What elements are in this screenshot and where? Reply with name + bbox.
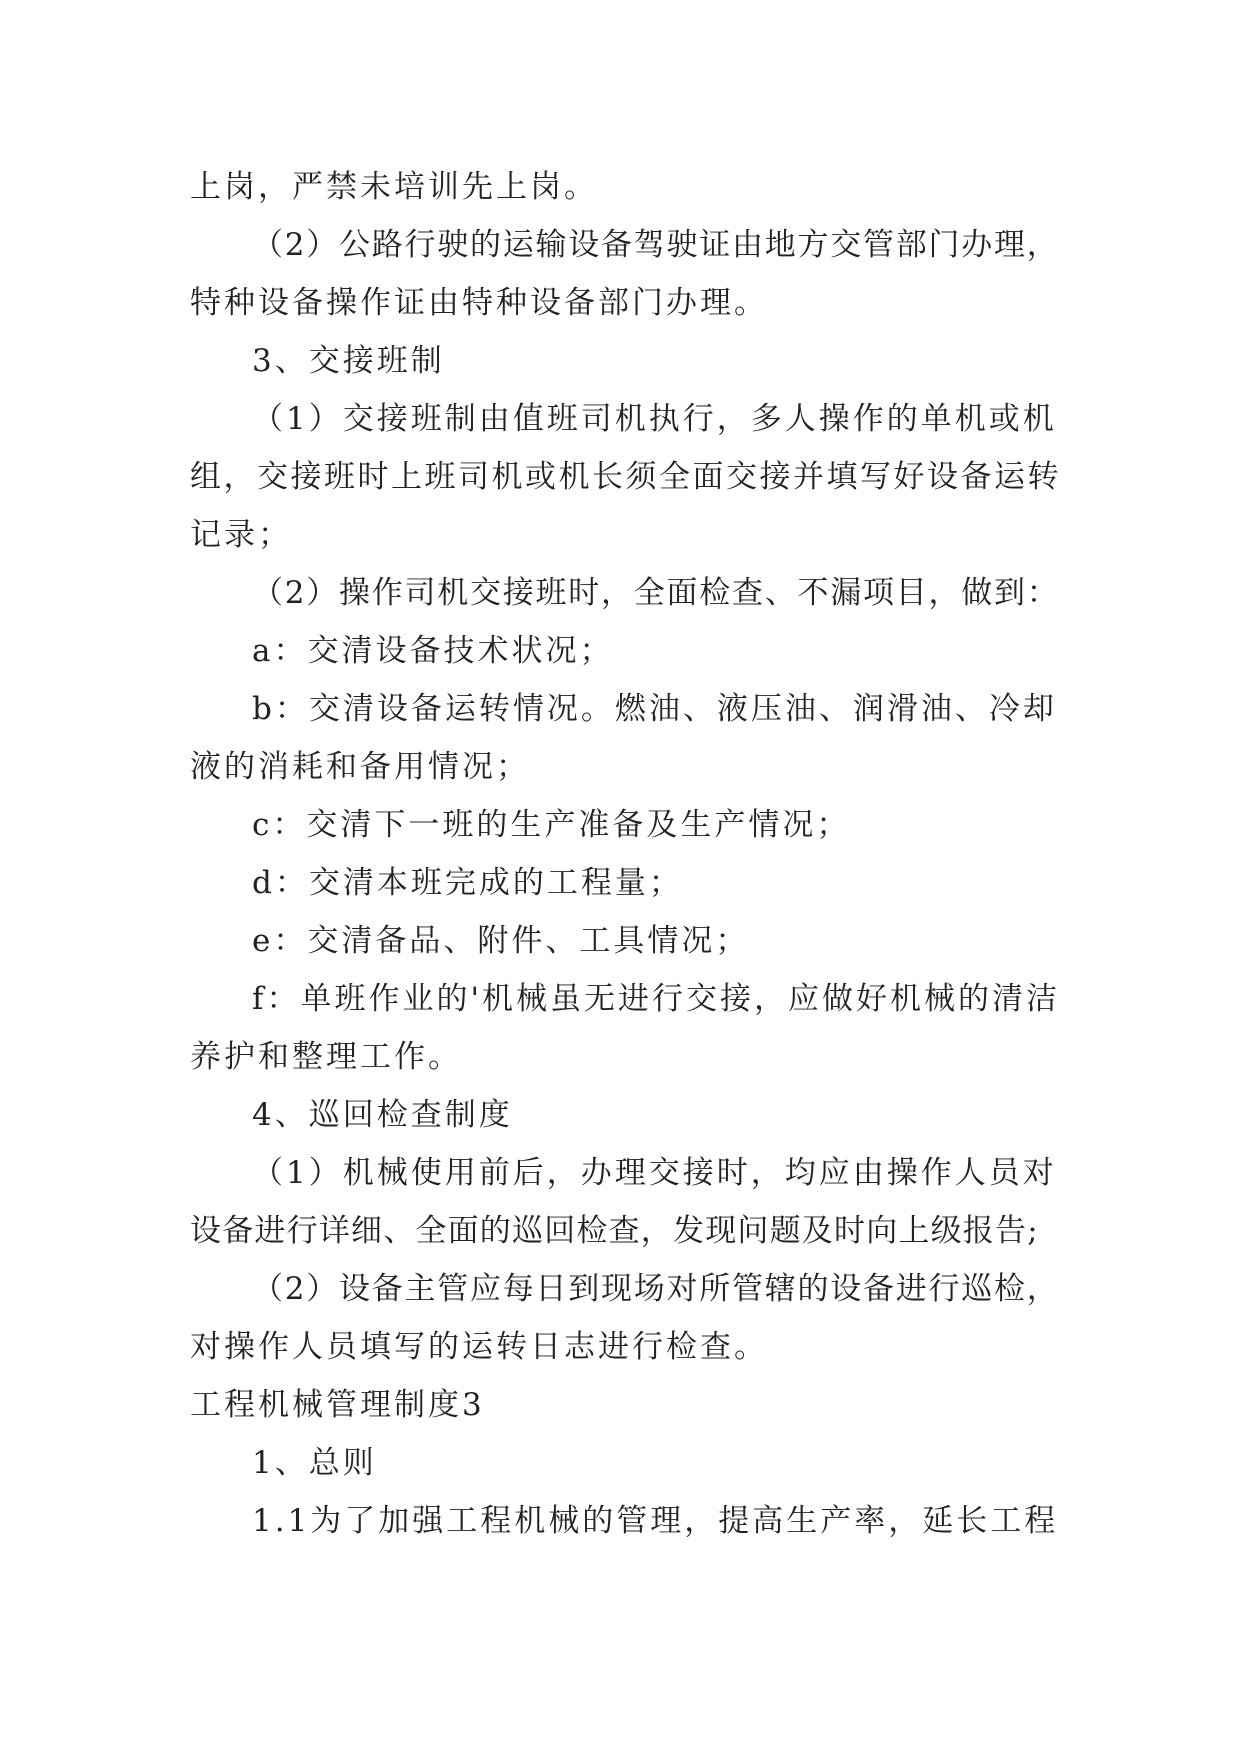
text-line: （2）设备主管应每日到现场对所管辖的设备进行巡检， xyxy=(252,1271,1060,1307)
text-line: 上岗，严禁未培训先上岗。 xyxy=(190,169,598,205)
section-heading: 1、总则 xyxy=(252,1445,377,1481)
list-item: e：交清备品、附件、工具情况； xyxy=(252,923,750,959)
section-heading: 3、交接班制 xyxy=(252,343,445,379)
text-line: 1.1为了加强工程机械的管理，提高生产率，延长工程 xyxy=(252,1503,1059,1539)
text-line: 设备进行详细、全面的巡回检查，发现问题及时向上级报告; xyxy=(190,1213,1039,1249)
text-line: 养护和整理工作。 xyxy=(190,1039,462,1075)
list-item: f：单班作业的'机械虽无进行交接，应做好机械的清洁 xyxy=(252,981,1060,1017)
text-line: 对操作人员填写的运转日志进行检查。 xyxy=(190,1329,768,1365)
section-heading: 4、巡回检查制度 xyxy=(252,1097,513,1133)
text-line: （2）公路行驶的运输设备驾驶证由地方交管部门办理， xyxy=(252,227,1060,263)
text-line: 记录； xyxy=(190,517,292,553)
text-line: 组，交接班时上班司机或机长须全面交接并填写好设备运转 xyxy=(190,459,1061,495)
text-line: （1）机械使用前后，办理交接时，均应由操作人员对 xyxy=(252,1155,1057,1191)
document-title: 工程机械管理制度3 xyxy=(190,1387,485,1423)
text-line: 特种设备操作证由特种设备部门办理。 xyxy=(190,285,768,321)
document-body xyxy=(190,158,1062,1550)
text-line: （2）操作司机交接班时，全面检查、不漏项目，做到： xyxy=(252,575,1060,611)
list-item: d：交清本班完成的工程量； xyxy=(252,865,683,901)
list-item: b：交清设备运转情况。燃油、液压油、润滑油、冷却 xyxy=(252,691,1057,727)
text-line: （1）交接班制由值班司机执行，多人操作的单机或机 xyxy=(252,401,1057,437)
text-line: 液的消耗和备用情况； xyxy=(190,749,530,785)
list-item: c：交清下一班的生产准备及生产情况； xyxy=(252,807,851,843)
list-item: a：交清设备技术状况； xyxy=(252,633,614,669)
